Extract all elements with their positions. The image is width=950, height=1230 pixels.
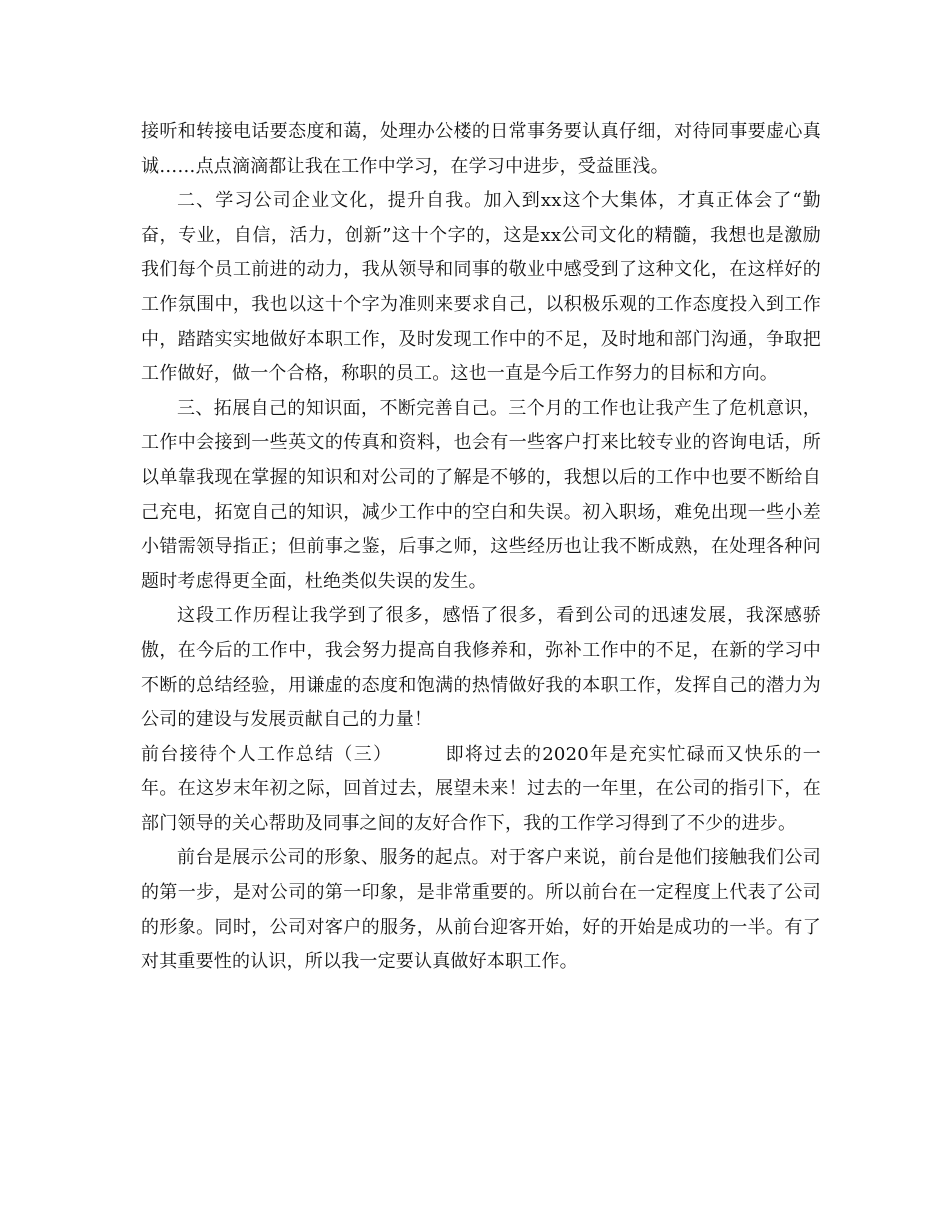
paragraph-2: 二、学习公司企业文化，提升自我。加入到xx这个大集体，才真正体会了“勤奋，专业，自信，活力，创新”这十个字的，这是xx公司文化的精髓，我想也是激励我们每个员工前进的动力，我从领导和同事的敬业中感受到了这种文化，在这样好的工作氛围中，我也以这十个字为准则来要求自己，以积极乐观的工作态度投入到工作中，踏踏实实地做好本职工作，及时发现工作中的不足，及时地和部门沟通，争取把工作做好，做一个合格，称职的员工。这也一直是今后工作努力的目标和方向。 xyxy=(141,190,821,385)
paragraph-5 xyxy=(141,738,821,842)
section-heading: 前台接待个人工作总结（三） xyxy=(141,743,393,765)
paragraph-4: 这段工作历程让我学到了很多，感悟了很多，看到公司的迅速发展，我深感骄傲，在今后的工作中，我会努力提高自我修养和，弥补工作中的不足，在新的学习中不断的总结经验，用谦虚的态度和饱满的热情做好我的本职工作，发挥自己的潜力为公司的建设与发展贡献自己的力量！ xyxy=(141,605,821,731)
paragraph-6: 前台是展示公司的形象、服务的起点。对于客户来说，前台是他们接触我们公司的第一步，是对公司的第一印象，是非常重要的。所以前台在一定程度上代表了公司的形象。同时，公司对客户的服务，从前台迎客开始，好的开始是成功的一半。有了对其重要性的认识，所以我一定要认真做好本职工作。 xyxy=(141,847,821,973)
document-body xyxy=(141,115,821,980)
paragraph-3: 三、拓展自己的知识面，不断完善自己。三个月的工作也让我产生了危机意识，工作中会接到一些英文的传真和资料，也会有一些客户打来比较专业的咨询电话，所以单靠我现在掌握的知识和对公司的了解是不够的，我想以后的工作中也要不断给自己充电，拓宽自己的知识，减少工作中的空白和失误。初入职场，难免出现一些小差小错需领导指正；但前事之鉴，后事之师，这些经历也让我不断成熟，在处理各种问题时考虑得更全面，杜绝类似失误的发生。 xyxy=(141,397,821,592)
section-first-text: 即将过去的2020年是充实忙碌而又快乐的一年。在这岁末年初之际，回首过去，展望未来！过去的一年里，在公司的指引下，在部门领导的关心帮助及同事之间的友好合作下，我的工作学习得到了不少的进步。 xyxy=(141,743,821,834)
paragraph-1: 接听和转接电话要态度和蔼，处理办公楼的日常事务要认真仔细，对待同事要虚心真诚……点点滴滴都让我在工作中学习，在学习中进步，受益匪浅。 xyxy=(141,121,821,177)
